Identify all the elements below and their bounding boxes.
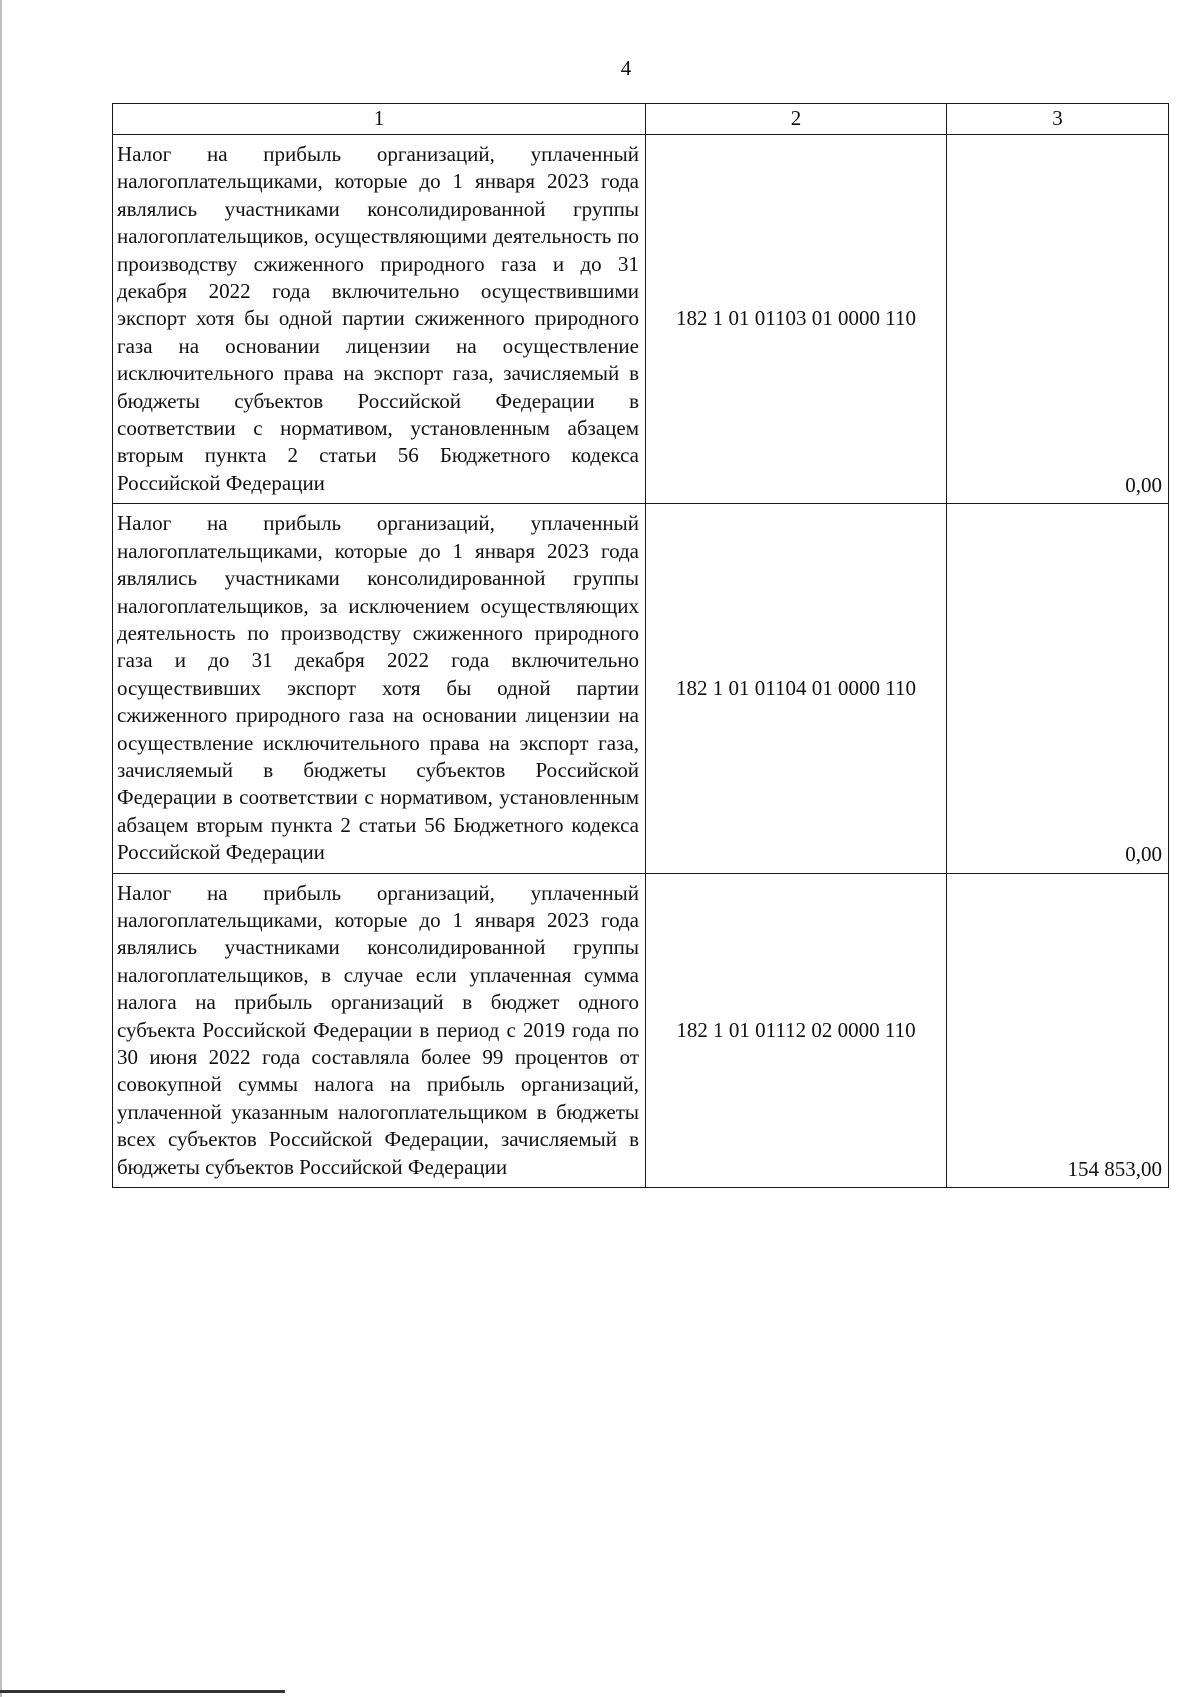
table-row	[113, 873, 1169, 1187]
footer-rule	[0, 1690, 285, 1693]
budget-table	[112, 103, 1169, 1188]
row-amount: 154 853,00	[947, 873, 1169, 1187]
table-header-row	[113, 104, 1169, 135]
row-code: 182 1 01 01103 01 0000 110	[646, 135, 947, 504]
table-row	[113, 504, 1169, 873]
page-number: 4	[620, 56, 632, 80]
row-description: Налог на прибыль организаций, уплаченный налогоплательщиками, которые до 1 января 2023 года являлись участниками консолидированной группы налогоплательщиков, осуществляющими деятельность по производству сжиженного природного газа и до 31 декабря 2022 года включительно осуществившими экспорт хотя бы одной партии сжиженного природного газа на основании лицензии на осуществление исключительного права на экспорт газа, зачисляемый в бюджеты субъектов Российской Федерации в соответствии с нормативом, установленным абзацем вторым пункта 2 статьи 56 Бюджетного кодекса Российской Федерации	[113, 135, 646, 504]
scan-left-edge	[0, 0, 2, 1697]
row-amount: 0,00	[947, 504, 1169, 873]
row-code: 182 1 01 01104 01 0000 110	[646, 504, 947, 873]
row-amount: 0,00	[947, 135, 1169, 504]
row-description: Налог на прибыль организаций, уплаченный налогоплательщиками, которые до 1 января 2023 года являлись участниками консолидированной группы налогоплательщиков, за исключением осуществляющих деятельность по производству сжиженного природного газа и до 31 декабря 2022 года включительно осуществивших экспорт хотя бы одной партии сжиженного природного газа на основании лицензии на осуществление исключительного права на экспорт газа, зачисляемый в бюджеты субъектов Российской Федерации в соответствии с нормативом, установленным абзацем вторым пункта 2 статьи 56 Бюджетного кодекса Российской Федерации	[113, 504, 646, 873]
row-code: 182 1 01 01112 02 0000 110	[646, 873, 947, 1187]
header-cell-1: 1	[113, 104, 646, 135]
table-row	[113, 135, 1169, 504]
header-cell-2: 2	[646, 104, 947, 135]
header-cell-3: 3	[947, 104, 1169, 135]
row-description: Налог на прибыль организаций, уплаченный налогоплательщиками, которые до 1 января 2023 года являлись участниками консолидированной группы налогоплательщиков, в случае если уплаченная сумма налога на прибыль организаций в бюджет одного субъекта Российской Федерации в период с 2019 года по 30 июня 2022 года составляла более 99 процентов от совокупной суммы налога на прибыль организаций, уплаченной указанным налогоплательщиком в бюджеты всех субъектов Российской Федерации, зачисляемый в бюджеты субъектов Российской Федерации	[113, 873, 646, 1187]
